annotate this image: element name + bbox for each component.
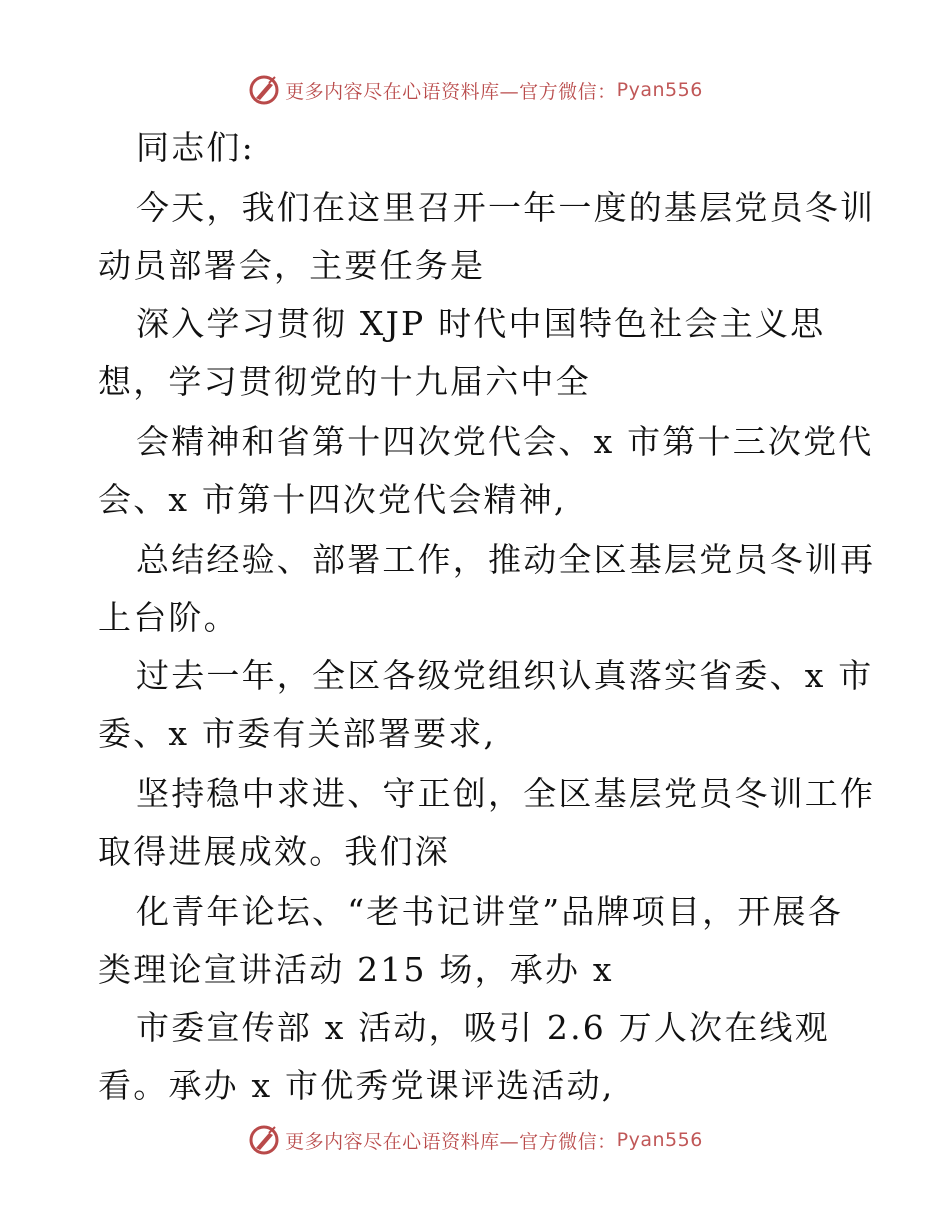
text-line: 看。承办 x 市优秀党课评选活动, xyxy=(98,1066,615,1105)
text-line: 上台阶。 xyxy=(98,598,239,637)
watermark-text: 更多内容尽在心语资料库—官方微信： xyxy=(285,1130,617,1153)
text-line: 过去一年，全区各级党组织认真落实省委、x 市 xyxy=(136,656,874,695)
text-line: 今天，我们在这里召开一年一度的基层党员冬训 xyxy=(136,188,876,227)
footer-watermark xyxy=(0,1120,950,1160)
text-line: 想，学习贯彻党的十九届六中全 xyxy=(98,362,591,401)
quill-logo-icon xyxy=(247,73,281,107)
quill-logo-icon xyxy=(247,1123,281,1157)
header-watermark xyxy=(0,70,950,110)
text-line: 坚持稳中求进、守正创，全区基层党员冬训工作 xyxy=(136,774,876,813)
watermark-text: 更多内容尽在心语资料库—官方微信： xyxy=(285,80,617,103)
text-line: 类理论宣讲活动 215 场，承办 x xyxy=(98,950,614,989)
text-line: 化青年论坛、“老书记讲堂”品牌项目，开展各 xyxy=(136,892,843,931)
text-line: 同志们: xyxy=(136,128,255,167)
text-line: 会、x 市第十四次党代会精神, xyxy=(98,480,567,519)
watermark-wechat-id: Pyan556 xyxy=(616,79,703,101)
text-line: 动员部署会，主要任务是 xyxy=(98,246,486,285)
watermark-wechat-id: Pyan556 xyxy=(616,1129,703,1151)
text-line: 委、x 市委有关部署要求, xyxy=(98,714,497,753)
text-line: 市委宣传部 x 活动，吸引 2.6 万人次在线观 xyxy=(136,1008,830,1047)
text-line: 会精神和省第十四次党代会、x 市第十三次党代 xyxy=(136,422,874,461)
text-line: 深入学习贯彻 XJP 时代中国特色社会主义思 xyxy=(136,304,826,343)
text-line: 取得进展成效。我们深 xyxy=(98,832,450,871)
text-line: 总结经验、部署工作，推动全区基层党员冬训再 xyxy=(136,540,876,579)
